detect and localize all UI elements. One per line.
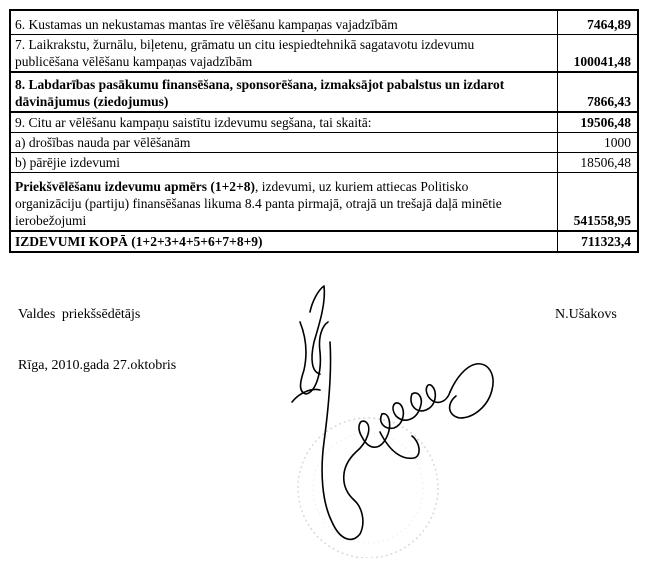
row-amount: 18506,48 (558, 153, 639, 173)
row-desc: b) pārējie izdevumi (10, 153, 558, 173)
row-desc: 9. Citu ar vēlēšanu kampaņu saistītu izdevumu segšana, tai skaitā: (10, 112, 558, 133)
table-row (10, 72, 638, 112)
row-desc-line: publicēšana vēlēšanu kampaņas vajadzībām (15, 54, 253, 69)
row-desc: IZDEVUMI KOPĀ (1+2+3+4+5+6+7+8+9) (10, 231, 558, 252)
table-row (10, 173, 638, 231)
row-desc-rest: , izdevumi, uz kuriem attiecas Politisko (255, 178, 469, 194)
table-row (10, 10, 638, 34)
place-date: Rīga, 2010.gada 27.oktobris (18, 358, 177, 373)
row-desc: a) drošības nauda par vēlēšanām (10, 133, 558, 153)
row-desc-bold: Priekšvēlēšanu izdevumu apmērs (1+2+8) (15, 178, 255, 194)
row-desc-line: dāvinājumus (ziedojumus) (15, 94, 169, 109)
table-row (10, 112, 638, 133)
expenses-table (9, 9, 639, 253)
table-row (10, 34, 638, 72)
row-desc-line: ierobežojumi (15, 212, 87, 228)
row-amount: 19506,48 (558, 112, 639, 133)
row-amount: 1000 (558, 133, 639, 153)
chair-title: Valdes priekšsēdētājs (18, 307, 141, 322)
row-desc-line: organizāciju (partiju) finansēšanas likuma 8.4 panta pirmajā, otrajā un trešajā daļā minētie (15, 195, 502, 211)
row-desc (10, 34, 558, 72)
row-desc (10, 72, 558, 112)
chair-name: N.Ušakovs (555, 307, 617, 322)
row-desc (10, 173, 558, 231)
row-amount: 7866,43 (558, 72, 639, 112)
handwritten-signature-icon (270, 282, 510, 567)
row-desc-line: 7. Laikrakstu, žurnālu, biļetenu, grāmatu un citu iespiedtehnikā sagatavotu izdevumu (15, 37, 475, 52)
row-amount: 100041,48 (558, 34, 639, 72)
table-row (10, 153, 638, 173)
row-amount: 541558,95 (558, 173, 639, 231)
row-desc: 6. Kustamas un nekustamas mantas īre vēlēšanu kampaņas vajadzībām (10, 10, 558, 34)
table-row (10, 133, 638, 153)
row-amount: 7464,89 (558, 10, 639, 34)
row-desc-line: 8. Labdarības pasākumu finansēšana, sponsorēšana, izmaksājot pabalstus un izdarot (15, 77, 505, 92)
table-row-total (10, 231, 638, 252)
row-amount: 711323,4 (558, 231, 639, 252)
